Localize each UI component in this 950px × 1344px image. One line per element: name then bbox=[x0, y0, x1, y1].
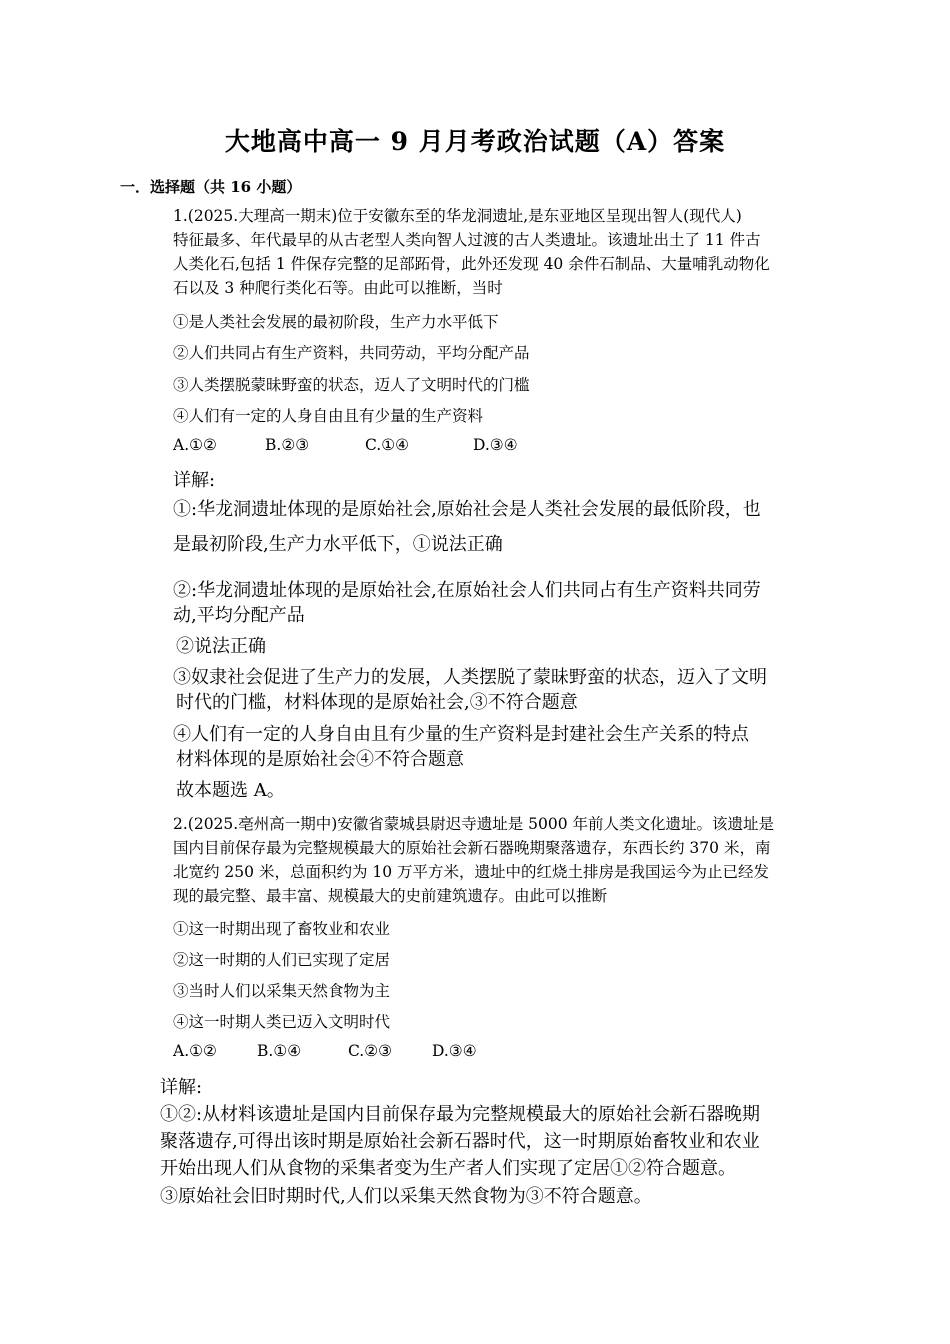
q1-choice-a: A.①② bbox=[173, 436, 217, 454]
q1-stem-line: 石以及 3 种爬行类化石等。由此可以推断，当时 bbox=[173, 279, 503, 297]
q2-choice-c: C.②③ bbox=[348, 1042, 393, 1060]
q2-explain-line: 开始出现人们从食物的采集者变为生产者人们实现了定居①②符合题意。 bbox=[160, 1158, 736, 1179]
q2-stem-line: 北宽约 250 米，总面积约为 10 万平方米，遗址中的红烧土排房是我国运今为止已经发 bbox=[173, 863, 770, 881]
q1-explain-p4 bbox=[173, 665, 823, 715]
document-title: 大地高中高一 9 月月考政治试题（A）答案 bbox=[224, 127, 726, 156]
q1-explain-line: ①:华龙洞遗址体现的是原始社会,原始社会是人类社会发展的最低阶段，也 bbox=[173, 499, 761, 520]
q1-explain-p3: ②说法正确 bbox=[176, 636, 266, 657]
q2-statement-4: ④这一时期人类已迈入文明时代 bbox=[173, 1013, 391, 1031]
q1-explain-p1 bbox=[173, 497, 823, 557]
section-heading: 一．选择题（共 16 小题） bbox=[120, 178, 302, 196]
q1-explain-line: 时代的门槛，材料体现的是原始社会,③不符合题意 bbox=[176, 692, 578, 713]
q1-choices bbox=[173, 436, 518, 454]
q1-stem bbox=[173, 204, 833, 300]
q1-choice-b: B.②③ bbox=[265, 436, 310, 454]
q2-stem-line: 国内目前保存最为完整规模最大的原始社会新石器晚期聚落遗存，东西长约 370 米，南 bbox=[173, 839, 771, 857]
q2-choice-a: A.①② bbox=[173, 1042, 217, 1060]
q1-statement-2: ②人们共同占有生产资料，共同劳动，平均分配产品 bbox=[173, 344, 530, 362]
q1-explain-line: 动,平均分配产品 bbox=[173, 605, 305, 626]
q2-statement-3: ③当时人们以采集天然食物为主 bbox=[173, 982, 391, 1000]
q2-explain-p2: ③原始社会旧时期时代,人们以采集天然食物为③不符合题意。 bbox=[160, 1186, 652, 1207]
q1-explain-line: ④人们有一定的人身自由且有少量的生产资料是封建社会生产关系的特点 bbox=[173, 724, 749, 745]
q2-stem bbox=[173, 812, 833, 908]
q2-stem-line: 现的最完整、最丰富、规模最大的史前建筑遗存。由此可以推断 bbox=[173, 887, 608, 905]
q1-choice-d: D.③④ bbox=[473, 436, 518, 454]
q1-statement-4: ④人们有一定的人身自由且有少量的生产资料 bbox=[173, 407, 484, 425]
q1-explain-line: 材料体现的是原始社会④不符合题意 bbox=[176, 749, 464, 770]
q1-explain-label: 详解: bbox=[173, 470, 216, 491]
q1-stem-line: 1.(2025.大理高一期末)位于安徽东至的华龙洞遗址,是东亚地区呈现出智人(现代人) bbox=[173, 207, 742, 225]
q2-choice-d: D.③④ bbox=[432, 1042, 477, 1060]
q2-explain-line: 聚落遗存,可得出该时期是原始社会新石器时代，这一时期原始畜牧业和农业 bbox=[160, 1131, 760, 1152]
q1-stem-line: 特征最多、年代最早的从古老型人类向智人过渡的古人类遗址。该遗址出土了 11 件古 bbox=[173, 231, 761, 249]
q2-explain-line: ①②:从材料该遗址是国内目前保存最为完整规模最大的原始社会新石器晚期 bbox=[160, 1104, 761, 1125]
q1-conclusion: 故本题选 A。 bbox=[176, 780, 285, 801]
q2-statement-2: ②这一时期的人们已实现了定居 bbox=[173, 951, 391, 969]
q2-stem-line: 2.(2025.亳州高一期中)安徽省蒙城县尉迟寺遗址是 5000 年前人类文化遗址。该遗址是 bbox=[173, 815, 775, 833]
q2-explain-label: 详解: bbox=[160, 1077, 203, 1098]
q1-stem-line: 人类化石,包括 1 件保存完整的足部跖骨，此外还发现 40 余件石制品、大量哺乳动物化 bbox=[173, 255, 770, 273]
q1-explain-line: 是最初阶段,生产力水平低下，①说法正确 bbox=[173, 534, 503, 555]
q1-choice-c: C.①④ bbox=[365, 436, 410, 454]
q2-statement-1: ①这一时期出现了畜牧业和农业 bbox=[173, 920, 391, 938]
q1-statement-3: ③人类摆脱蒙昧野蛮的状态，迈人了文明时代的门槛 bbox=[173, 376, 530, 394]
q2-choice-b: B.①④ bbox=[257, 1042, 302, 1060]
q1-explain-line: ③奴隶社会促进了生产力的发展，人类摆脱了蒙昧野蛮的状态，迈入了文明 bbox=[173, 667, 767, 688]
q1-statement-1: ①是人类社会发展的最初阶段，生产力水平低下 bbox=[173, 313, 499, 331]
q2-choices bbox=[173, 1042, 477, 1060]
q1-explain-p5 bbox=[173, 722, 823, 772]
q2-explain-p1 bbox=[160, 1101, 830, 1182]
q1-explain-p2 bbox=[173, 578, 823, 628]
q1-explain-line: ②:华龙洞遗址体现的是原始社会,在原始社会人们共同占有生产资料共同劳 bbox=[173, 580, 761, 601]
